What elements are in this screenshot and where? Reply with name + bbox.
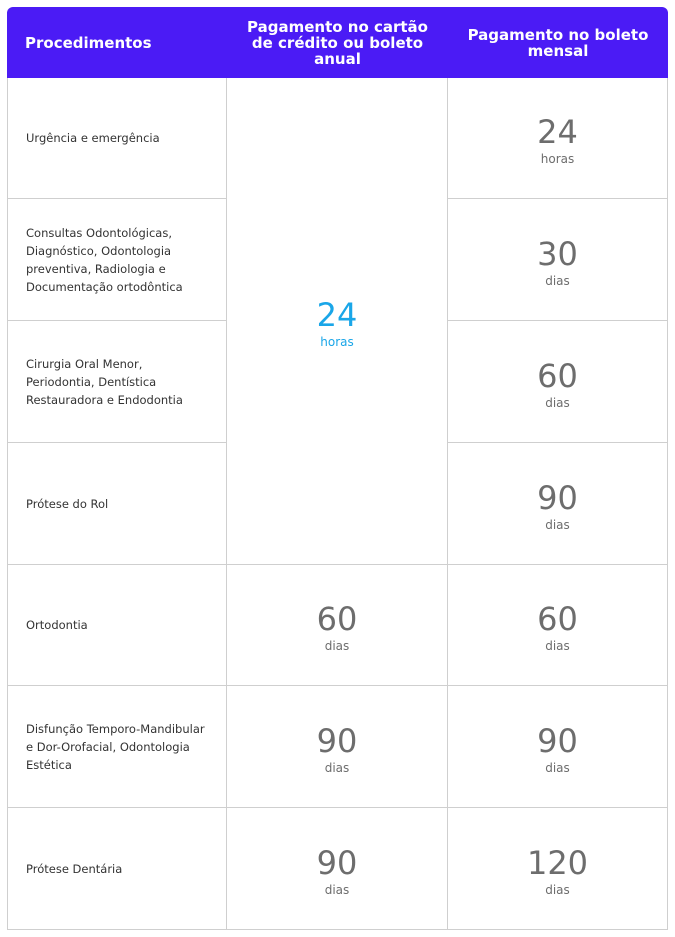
mensal-cell bbox=[448, 443, 668, 565]
procedure-cell: Consultas Odontológicas, Diagnóstico, Odontologia preventiva, Radiologia e Documentação ortodôntica bbox=[7, 199, 227, 321]
anual-merged-value: 24 bbox=[316, 296, 358, 334]
mensal-cell bbox=[448, 808, 668, 930]
anual-cell bbox=[227, 808, 448, 930]
carencia-table bbox=[7, 7, 668, 930]
procedure-cell: Ortodontia bbox=[7, 565, 227, 686]
mensal-unit: dias bbox=[545, 882, 570, 897]
anual-merged-unit: horas bbox=[320, 335, 354, 349]
anual-value: 60 bbox=[316, 600, 358, 638]
procedure-cell: Disfunção Temporo-Mandibular e Dor-Orofacial, Odontologia Estética bbox=[7, 686, 227, 808]
header-procedimentos: Procedimentos bbox=[7, 7, 227, 78]
anual-value: 90 bbox=[316, 843, 358, 882]
header-pagamento-mensal: Pagamento no boleto mensal bbox=[448, 7, 668, 78]
mensal-value: 30 bbox=[537, 234, 578, 273]
anual-merged-cell bbox=[227, 78, 448, 565]
mensal-unit: dias bbox=[545, 395, 570, 410]
procedure-cell: Prótese Dentária bbox=[7, 808, 227, 930]
mensal-value: 60 bbox=[537, 356, 578, 395]
anual-unit: dias bbox=[324, 639, 350, 653]
mensal-unit: dias bbox=[545, 639, 570, 653]
header-pagamento-anual: Pagamento no cartão de crédito ou boleto anual bbox=[227, 7, 448, 78]
mensal-unit: dias bbox=[545, 273, 570, 288]
mensal-value: 90 bbox=[537, 478, 578, 517]
anual-cell bbox=[227, 565, 448, 686]
mensal-cell bbox=[448, 78, 668, 199]
procedure-cell: Prótese do Rol bbox=[7, 443, 227, 565]
mensal-cell bbox=[448, 199, 668, 321]
procedure-cell: Cirurgia Oral Menor, Periodontia, Dentística Restauradora e Endodontia bbox=[7, 321, 227, 443]
anual-unit: dias bbox=[324, 760, 350, 775]
mensal-value: 24 bbox=[537, 113, 578, 151]
mensal-value: 90 bbox=[537, 721, 578, 760]
mensal-value: 120 bbox=[526, 843, 589, 882]
mensal-unit: horas bbox=[540, 152, 575, 166]
anual-cell bbox=[227, 686, 448, 808]
mensal-value: 60 bbox=[537, 600, 578, 638]
anual-unit: dias bbox=[324, 882, 350, 897]
mensal-cell bbox=[448, 565, 668, 686]
procedure-cell: Urgência e emergência bbox=[7, 78, 227, 199]
mensal-cell bbox=[448, 321, 668, 443]
mensal-cell bbox=[448, 686, 668, 808]
mensal-unit: dias bbox=[545, 517, 570, 532]
anual-value: 90 bbox=[316, 721, 358, 760]
mensal-unit: dias bbox=[545, 760, 570, 775]
